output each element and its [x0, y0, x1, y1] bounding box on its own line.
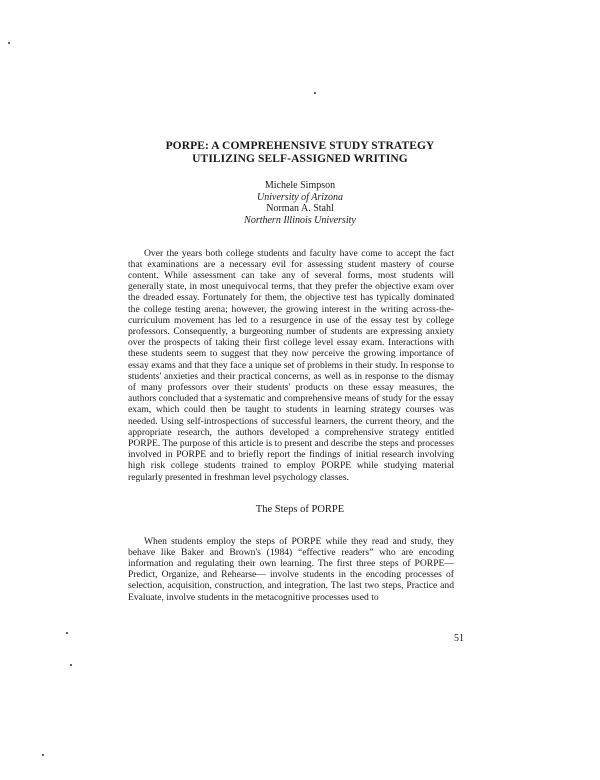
title-line-2: UTILIZING SELF-ASSIGNED WRITING	[192, 153, 408, 165]
scan-speck	[314, 92, 316, 94]
author-name: Michele Simpson	[264, 180, 336, 191]
article-title	[140, 140, 460, 166]
page-number: 51	[454, 633, 464, 644]
steps-paragraph: When students employ the steps of PORPE while they read and study, they behave like Baker and Brown's (1984) “effective readers” who are encoding information and regulating their own learning. The first three steps of PORPE— Predict, Organize, and Rehearse— involve students in the encoding processes of selection, acquisition, construction, and integration. The last two steps, Practice and Evaluate, involve students in the metacognitive processes used to	[128, 535, 454, 603]
section-heading: The Steps of PORPE	[255, 504, 345, 515]
author-name: Norman A. Stahl	[266, 203, 334, 214]
author-block	[180, 180, 420, 226]
scan-speck	[42, 754, 44, 756]
scan-speck	[8, 42, 10, 44]
intro-paragraph: Over the years both college students and faculty have come to accept the fact that examinations are a necessary evil for assessing student mastery of course content. While assessment can take any of several forms, most students will generally state, in most unequivocal terms, that they prefer the objective exam over the dreaded essay. Fortunately for them, the objective test has typically dominated the college testing arena; however, the growing interest in the writing across-the-curriculum movement has led to a resurgence in use of the essay test by college professors. Consequently, a burgeoning number of students are expressing anxiety over the prospects of taking their first college level essay exam. Interactions with these students seem to suggest that they now perceive the growing importance of essay exams and that they face a unique set of problems in their study. In response to students' anxieties and their practical concerns, as well as in response to the dismay of many professors over their students' products on these essay measures, the authors concluded that a systematic and comprehensive means of study for the essay exam, which could then be taught to students in learning strategy courses was needed. Using self-introspections of successful learners, the current theory, and the appropriate research, the authors developed a comprehensive strategy entitled PORPE. The purpose of this article is to present and describe the steps and processes involved in PORPE and to briefly report the findings of initial research involving high risk college students trained to employ PORPE while studying material regularly presented in freshman level psychology classes.	[128, 247, 454, 483]
author-affiliation: University of Arizona	[257, 191, 343, 203]
scan-speck	[70, 664, 72, 666]
title-line-1: PORPE: A COMPREHENSIVE STUDY STRATEGY	[165, 140, 435, 152]
author-affiliation: Northern Illinois University	[244, 214, 356, 226]
scan-speck	[66, 632, 68, 634]
